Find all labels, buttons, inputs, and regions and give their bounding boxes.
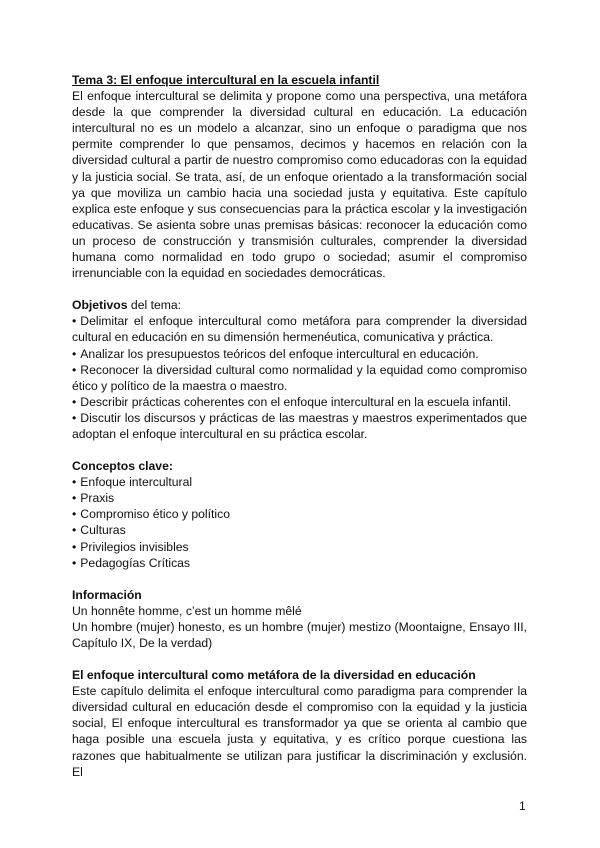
intro-paragraph: El enfoque intercultural se delimita y propone como una perspectiva, una metáfora desde la que comprender la diversidad cultural en educación. La educación intercultural no es un modelo a alcanzar, sino un enfoque o paradigma que nos permite comprender lo que pensamos, decimos y hacemos en relación con la diversidad cultural a partir de nuestro compromiso como educadoras con la equidad y la justicia social. Se trata, así, de un enfoque orientado a la transformación social ya que moviliza un cambio hacia una sociedad justa y equitativa. Este capítulo explica este enfoque y sus consecuencias para la práctica escolar y la investigación educativas. Se asienta sobre unas premisas básicas: reconocer la educación como un proceso de construcción y transmisión culturales, comprender la diversidad humana como normalidad en todo grupo o sociedad; asumir el compromiso irrenunciable con la equidad en sociedades democráticas.	[72, 89, 527, 281]
list-item: • Enfoque intercultural	[72, 474, 527, 490]
information-quote: Un honnête homme, c’est un homme mêlé	[72, 603, 302, 618]
spacer	[72, 442, 527, 458]
list-item: • Privilegios invisibles	[72, 539, 527, 555]
list-item: • Analizar los presupuestos teóricos del enfoque intercultural en educación.	[72, 346, 527, 362]
objectives-heading-bold: Objetivos	[72, 298, 128, 313]
list-item: • Delimitar el enfoque intercultural como metáfora para comprender la diversidad cultural en educación en su dimensión hermenéutica, comunicativa y práctica.	[72, 313, 527, 345]
page-number: 1	[519, 799, 526, 813]
list-item: • Reconocer la diversidad cultural como normalidad y la equidad como compromiso ético y político de la maestra o maestro.	[72, 362, 527, 394]
list-item: • Pedagogías Críticas	[72, 555, 527, 571]
concepts-list	[72, 474, 527, 571]
document-title: Tema 3: El enfoque intercultural en la escuela infantil	[72, 73, 380, 87]
document-page	[72, 72, 527, 780]
list-item: • Describir prácticas coherentes con el enfoque intercultural en la escuela infantil.	[72, 394, 527, 410]
list-item: • Compromiso ético y político	[72, 506, 527, 522]
objectives-heading	[72, 297, 527, 313]
list-item: • Discutir los discursos y prácticas de las maestras y maestros experimentados que adoptan el enfoque intercultural en su práctica escolar.	[72, 410, 527, 442]
list-item: • Praxis	[72, 490, 527, 506]
spacer	[72, 281, 527, 297]
section-heading: El enfoque intercultural como metáfora de la diversidad en educación	[72, 668, 476, 683]
information-heading: Información	[72, 587, 142, 602]
list-item: • Culturas	[72, 522, 527, 538]
objectives-heading-rest: del tema:	[127, 298, 182, 313]
concepts-heading: Conceptos clave:	[72, 459, 173, 474]
spacer	[72, 571, 527, 587]
information-translation: Un hombre (mujer) honesto, es un hombre (mujer) mestizo (Moontaigne, Ensayo III, Capítulo IX, De la verdad)	[72, 619, 527, 650]
section-paragraph: Este capítulo delimita el enfoque intercultural como paradigma para comprender la diversidad cultural en educación desde el compromiso con la equidad y la justicia social, El enfoque intercultural es transformador ya que se orienta al cambio que haga posible una escuela justa y equitativa, y es crítico porque cuestiona las razones que habitualmente se utilizan para justificar la discriminación y exclusión. El	[72, 684, 527, 779]
objectives-list	[72, 313, 527, 442]
spacer	[72, 651, 527, 667]
